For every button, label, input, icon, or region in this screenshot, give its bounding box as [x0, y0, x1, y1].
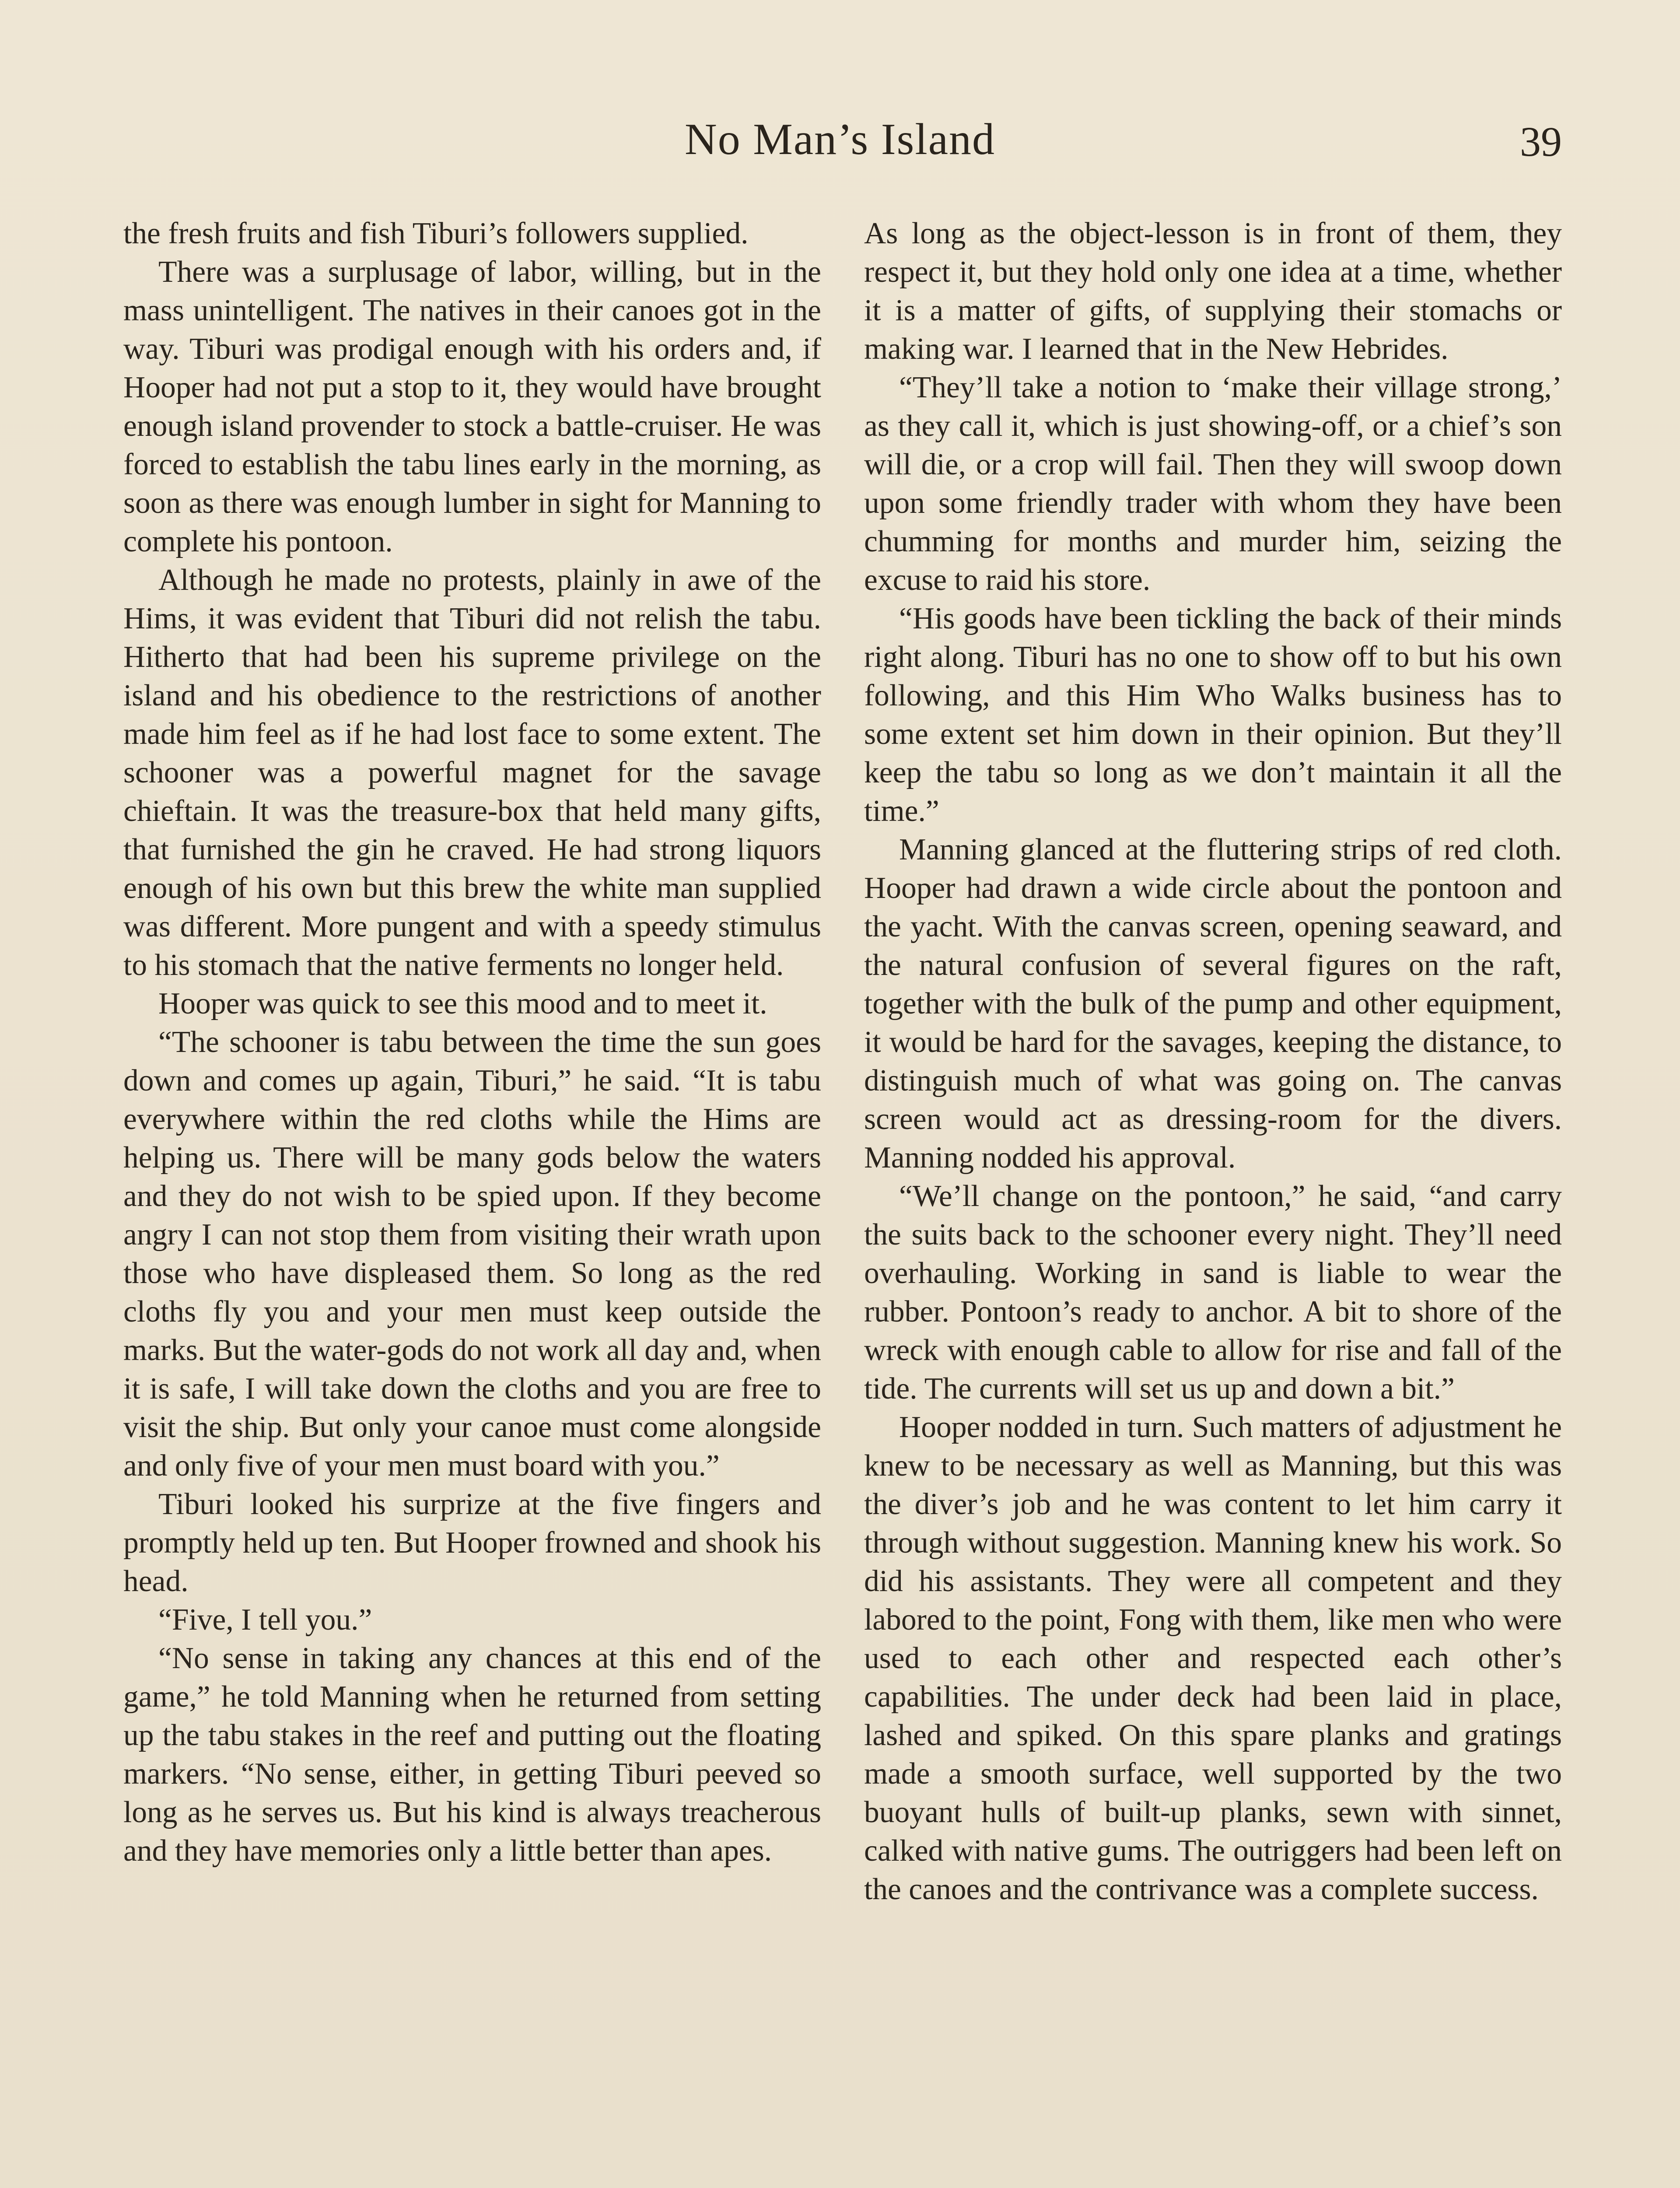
paragraph: “The schooner is tabu between the time the sun goes down and comes up again, Tiburi,” he said. “It is tabu everywhere within the red cloths while the Hims are helping us. There will be many gods below the waters and they do not wish to be spied upon. If they become angry I can not stop them from visiting their wrath upon those who have displeased them. So long as the red cloths fly you and your men must keep outside the marks. But the water-gods do not work all day and, when it is safe, I will take down the cloths and you are free to visit the ship. But only your canoe must come alongside and only five of your men must board with you.”: [123, 1025, 821, 1483]
paragraph: Although he made no protests, plainly in awe of the Hims, it was evident that Tiburi did not relish the tabu. Hitherto that had been his supreme privilege on the island and his obedience to the restrictions of another made him feel as if he had lost face to some extent. The schooner was a powerful magnet for the savage chieftain. It was the treasure-box that held many gifts, that furnished the gin he craved. He had strong liquors enough of his own but this brew the white man supplied was different. More pungent and with a speedy stimulus to his stomach that the native ferments no longer held.: [123, 563, 821, 982]
paragraph: “They’ll take a notion to ‘make their village strong,’ as they call it, which is just showing-off, or a chief’s son will die, or a crop will fail. Then they will swoop down upon some friendly trader with whom they have been chumming for months and murder him, seizing the excuse to raid his store.: [864, 371, 1562, 597]
paragraph: “Five, I tell you.”: [158, 1603, 372, 1637]
page-number: 39: [1520, 118, 1562, 165]
paragraph: Manning glanced at the fluttering strips of red cloth. Hooper had drawn a wide circle about the pontoon and the yacht. With the canvas screen, opening seaward, and the natural confusion of several figures on the raft, together with the bulk of the pump and other equipment, it would be hard for the savages, keeping the distance, to distinguish much of what was going on. The canvas screen would act as dressing-room for the divers. Manning nodded his approval.: [864, 833, 1562, 1175]
left-column: [123, 214, 821, 1870]
paragraph: Hooper was quick to see this mood and to meet it.: [158, 987, 767, 1020]
paragraph: the fresh fruits and fish Tiburi’s followers supplied.: [123, 217, 749, 250]
paragraph: “We’ll change on the pontoon,” he said, “and carry the suits back to the schooner every night. They’ll need overhauling. Working in sand is liable to wear the rubber. Pontoon’s ready to anchor. A bit to shore of the wreck with enough cable to allow for rise and fall of the tide. The currents will set us up and down a bit.”: [864, 1179, 1562, 1406]
right-column: [864, 214, 1562, 1909]
paragraph: “No sense in taking any chances at this end of the game,” he told Manning when he returned from setting up the tabu stakes in the reef and putting out the floating markers. “No sense, either, in getting Tiburi peeved so long as he serves us. But his kind is always treacherous and they have memories only a little better than apes.: [123, 1641, 821, 1868]
running-title: No Man’s Island: [685, 115, 995, 164]
paragraph: Hooper nodded in turn. Such matters of adjustment he knew to be necessary as well as Manning, but this was the diver’s job and he was content to let him carry it through without suggestion. Manning knew his work. So did his assistants. They were all competent and they labored to the point, Fong with them, like men who were used to each other and respected each other’s capabilities. The under deck had been laid in place, lashed and spiked. On this spare planks and gratings made a smooth surface, well supported by the two buoyant hulls of built-up planks, sewn with sinnet, calked with native gums. The outriggers had been left on the canoes and the contrivance was a complete success.: [864, 1410, 1562, 1906]
page-header: [0, 114, 1680, 179]
paragraph: As long as the object-lesson is in front of them, they respect it, but they hold only one idea at a time, whether it is a matter of gifts, of supplying their stomachs or making war. I learned that in the New Hebrides.: [864, 217, 1562, 366]
paragraph: “His goods have been tickling the back of their minds right along. Tiburi has no one to show off to but his own following, and this Him Who Walks business has to some extent set him down in their opinion. But they’ll keep the tabu so long as we don’t maintain it all the time.”: [864, 602, 1562, 828]
paragraph: There was a surplusage of labor, willing, but in the mass unintelligent. The natives in their canoes got in the way. Tiburi was prodigal enough with his orders and, if Hooper had not put a stop to it, they would have brought enough island provender to stock a battle-cruiser. He was forced to establish the tabu lines early in the morning, as soon as there was enough lumber in sight for Manning to complete his pontoon.: [123, 255, 821, 558]
paragraph: Tiburi looked his surprize at the five fingers and promptly held up ten. But Hooper frowned and shook his head.: [123, 1487, 821, 1598]
